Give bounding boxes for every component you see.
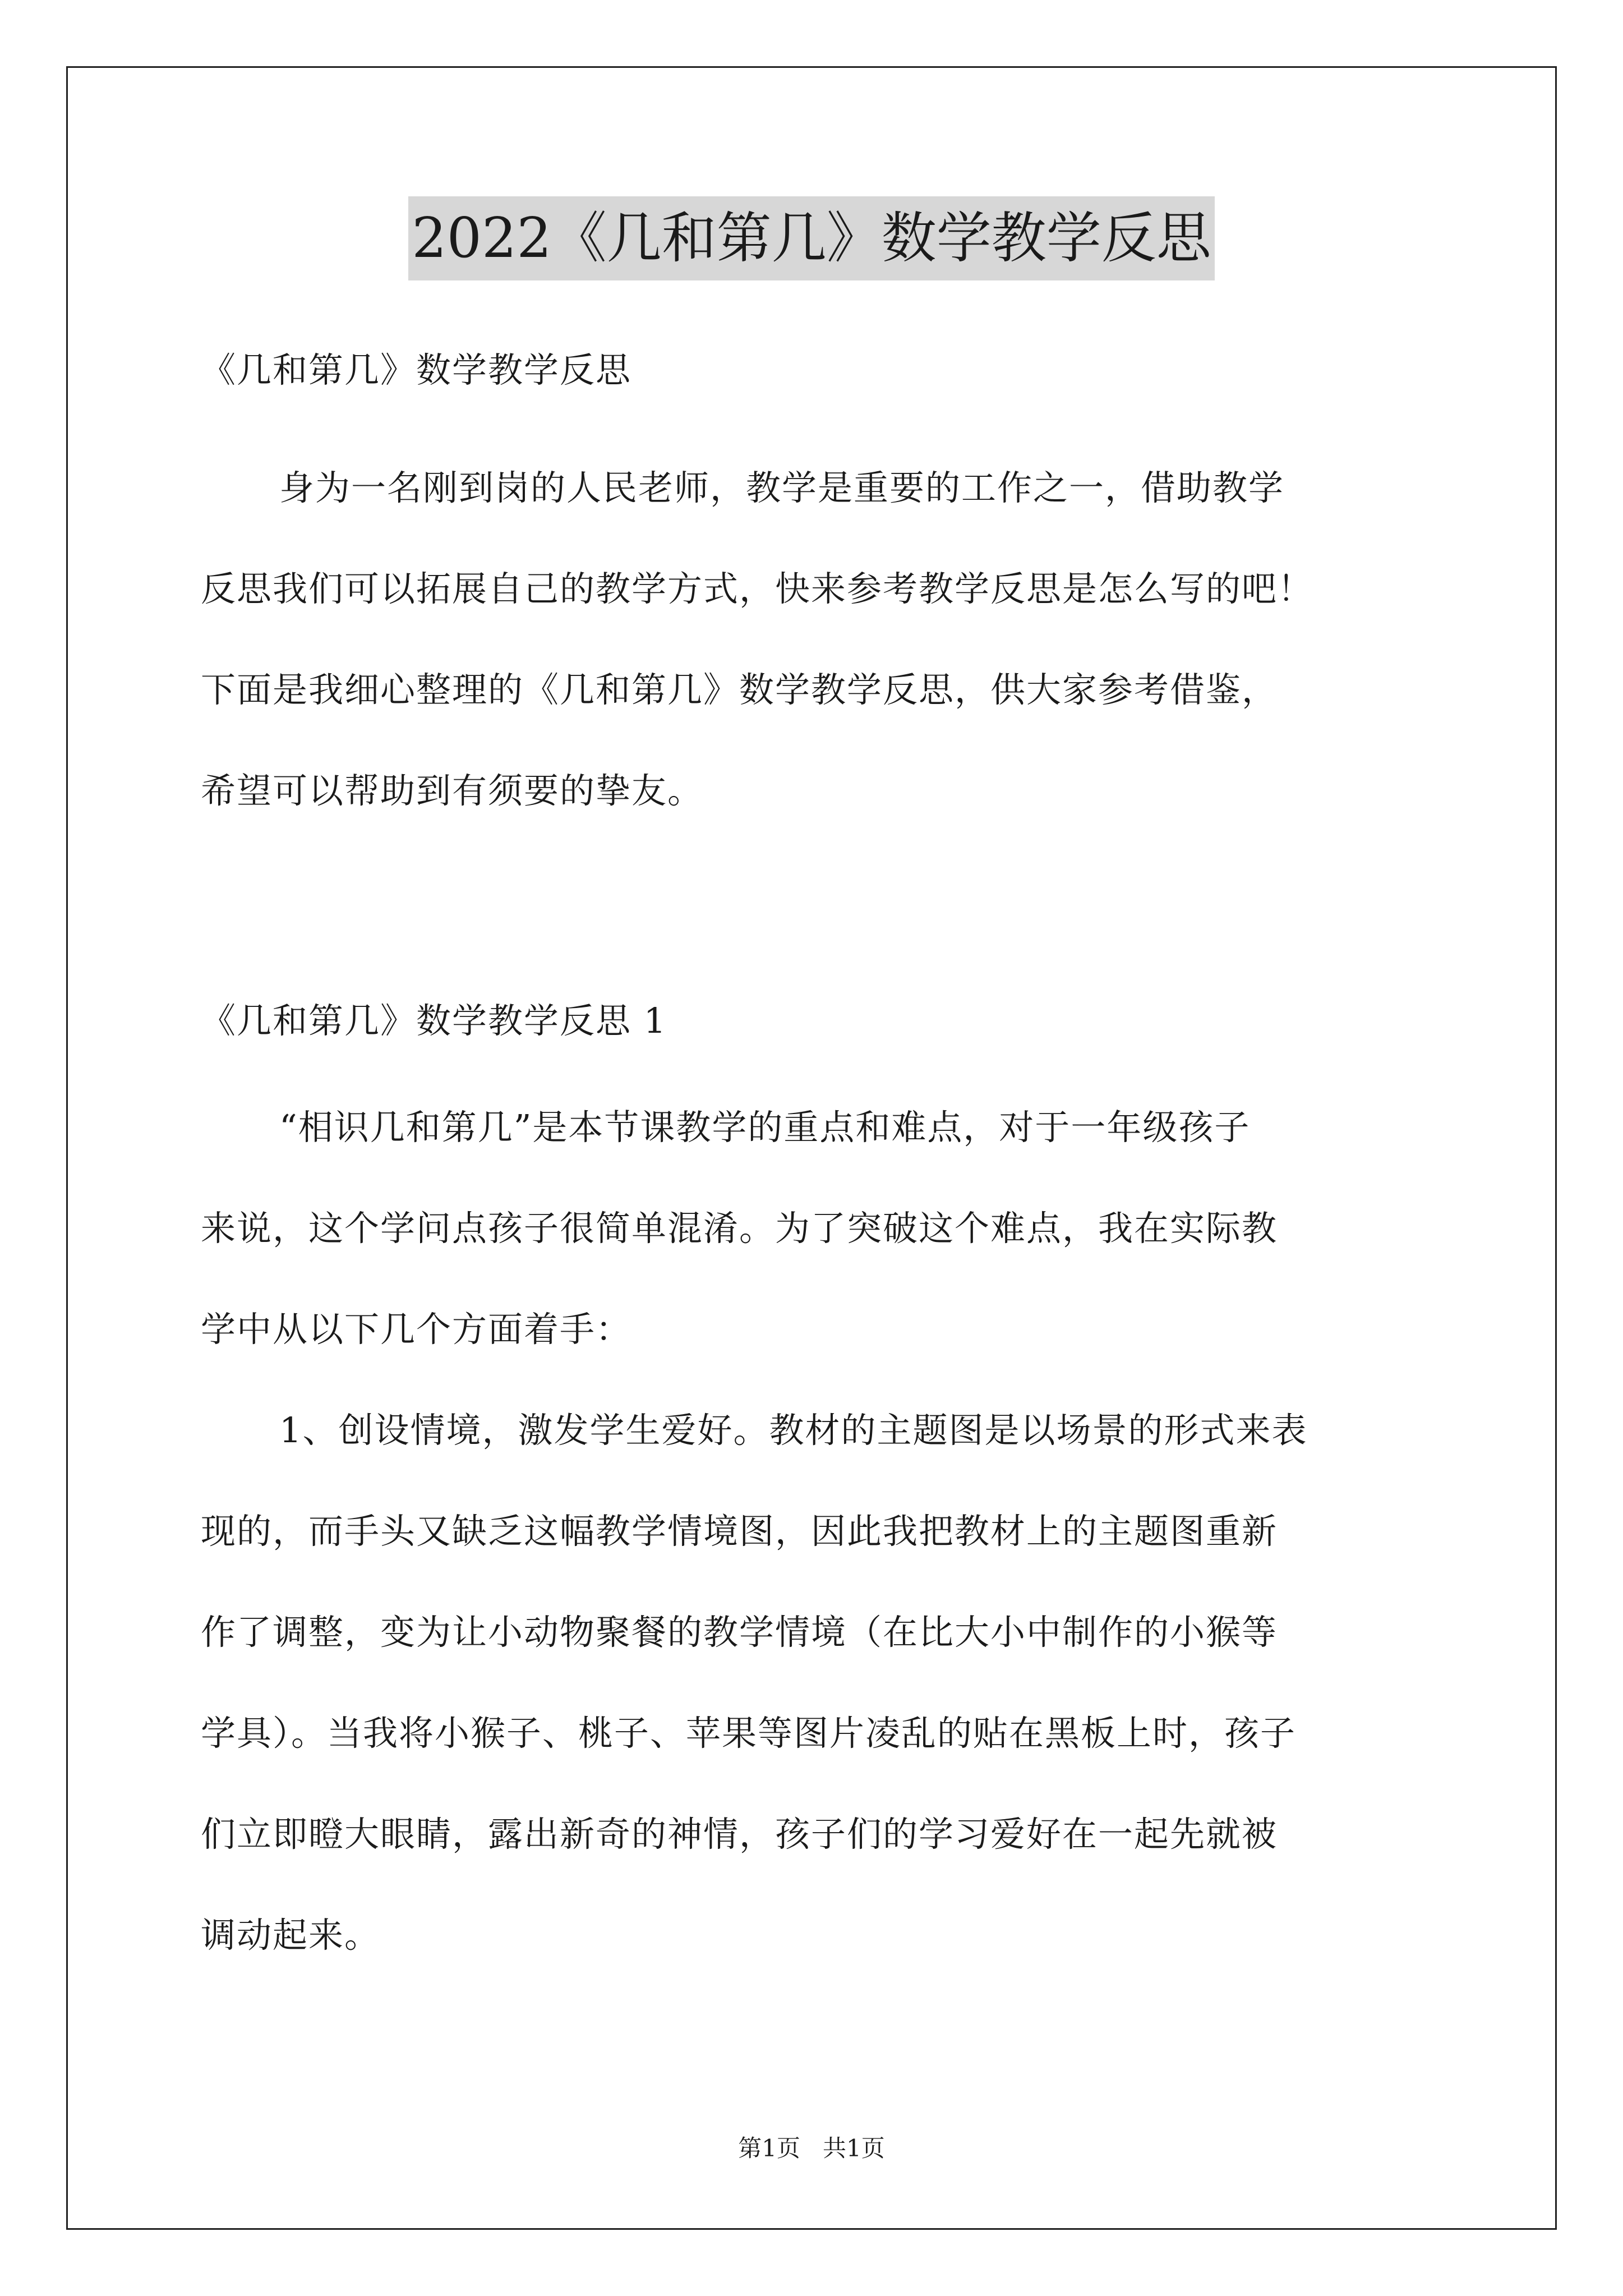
section-para2-line: 1、创设情境，激发学生爱好。教材的主题图是以场景的形式来表 <box>279 1410 1308 1451</box>
section-heading: 《几和第几》数学教学反思 1 <box>201 1000 667 1041</box>
document-title <box>0 196 1623 280</box>
document-title-text: 2022《几和第几》数学教学反思 <box>408 196 1214 280</box>
intro-line: 下面是我细心整理的《几和第几》数学教学反思，供大家参考借鉴， <box>201 669 1278 710</box>
section-para2-line: 学具）。当我将小猴子、桃子、苹果等图片凌乱的贴在黑板上时，孩子 <box>201 1713 1297 1754</box>
section-para2-line: 现的，而手头又缺乏这幅教学情境图，因此我把教材上的主题图重新 <box>201 1511 1278 1552</box>
intro-line: 身为一名刚到岗的人民老师，教学是重要的工作之一，借助教学 <box>279 467 1285 508</box>
section-para1-line: “相识几和第几”是本节课教学的重点和难点，对于一年级孩子 <box>279 1107 1251 1148</box>
section-para2-line: 调动起来。 <box>201 1915 381 1955</box>
document-subtitle: 《几和第几》数学教学反思 <box>201 349 632 390</box>
intro-line: 希望可以帮助到有须要的挚友。 <box>201 770 704 811</box>
section-para2-line: 们立即瞪大眼睛，露出新奇的神情，孩子们的学习爱好在一起先就被 <box>201 1814 1278 1855</box>
section-para2-line: 作了调整，变为让小动物聚餐的教学情境（在比大小中制作的小猴等 <box>201 1612 1278 1653</box>
section-para1-line: 来说，这个学问点孩子很简单混淆。为了突破这个难点，我在实际教 <box>201 1208 1278 1249</box>
intro-line: 反思我们可以拓展自己的教学方式，快来参考教学反思是怎么写的吧！ <box>201 568 1314 609</box>
page-number-footer: 第1页 共1页 <box>738 2134 885 2162</box>
section-para1-line: 学中从以下几个方面着手： <box>201 1309 632 1350</box>
